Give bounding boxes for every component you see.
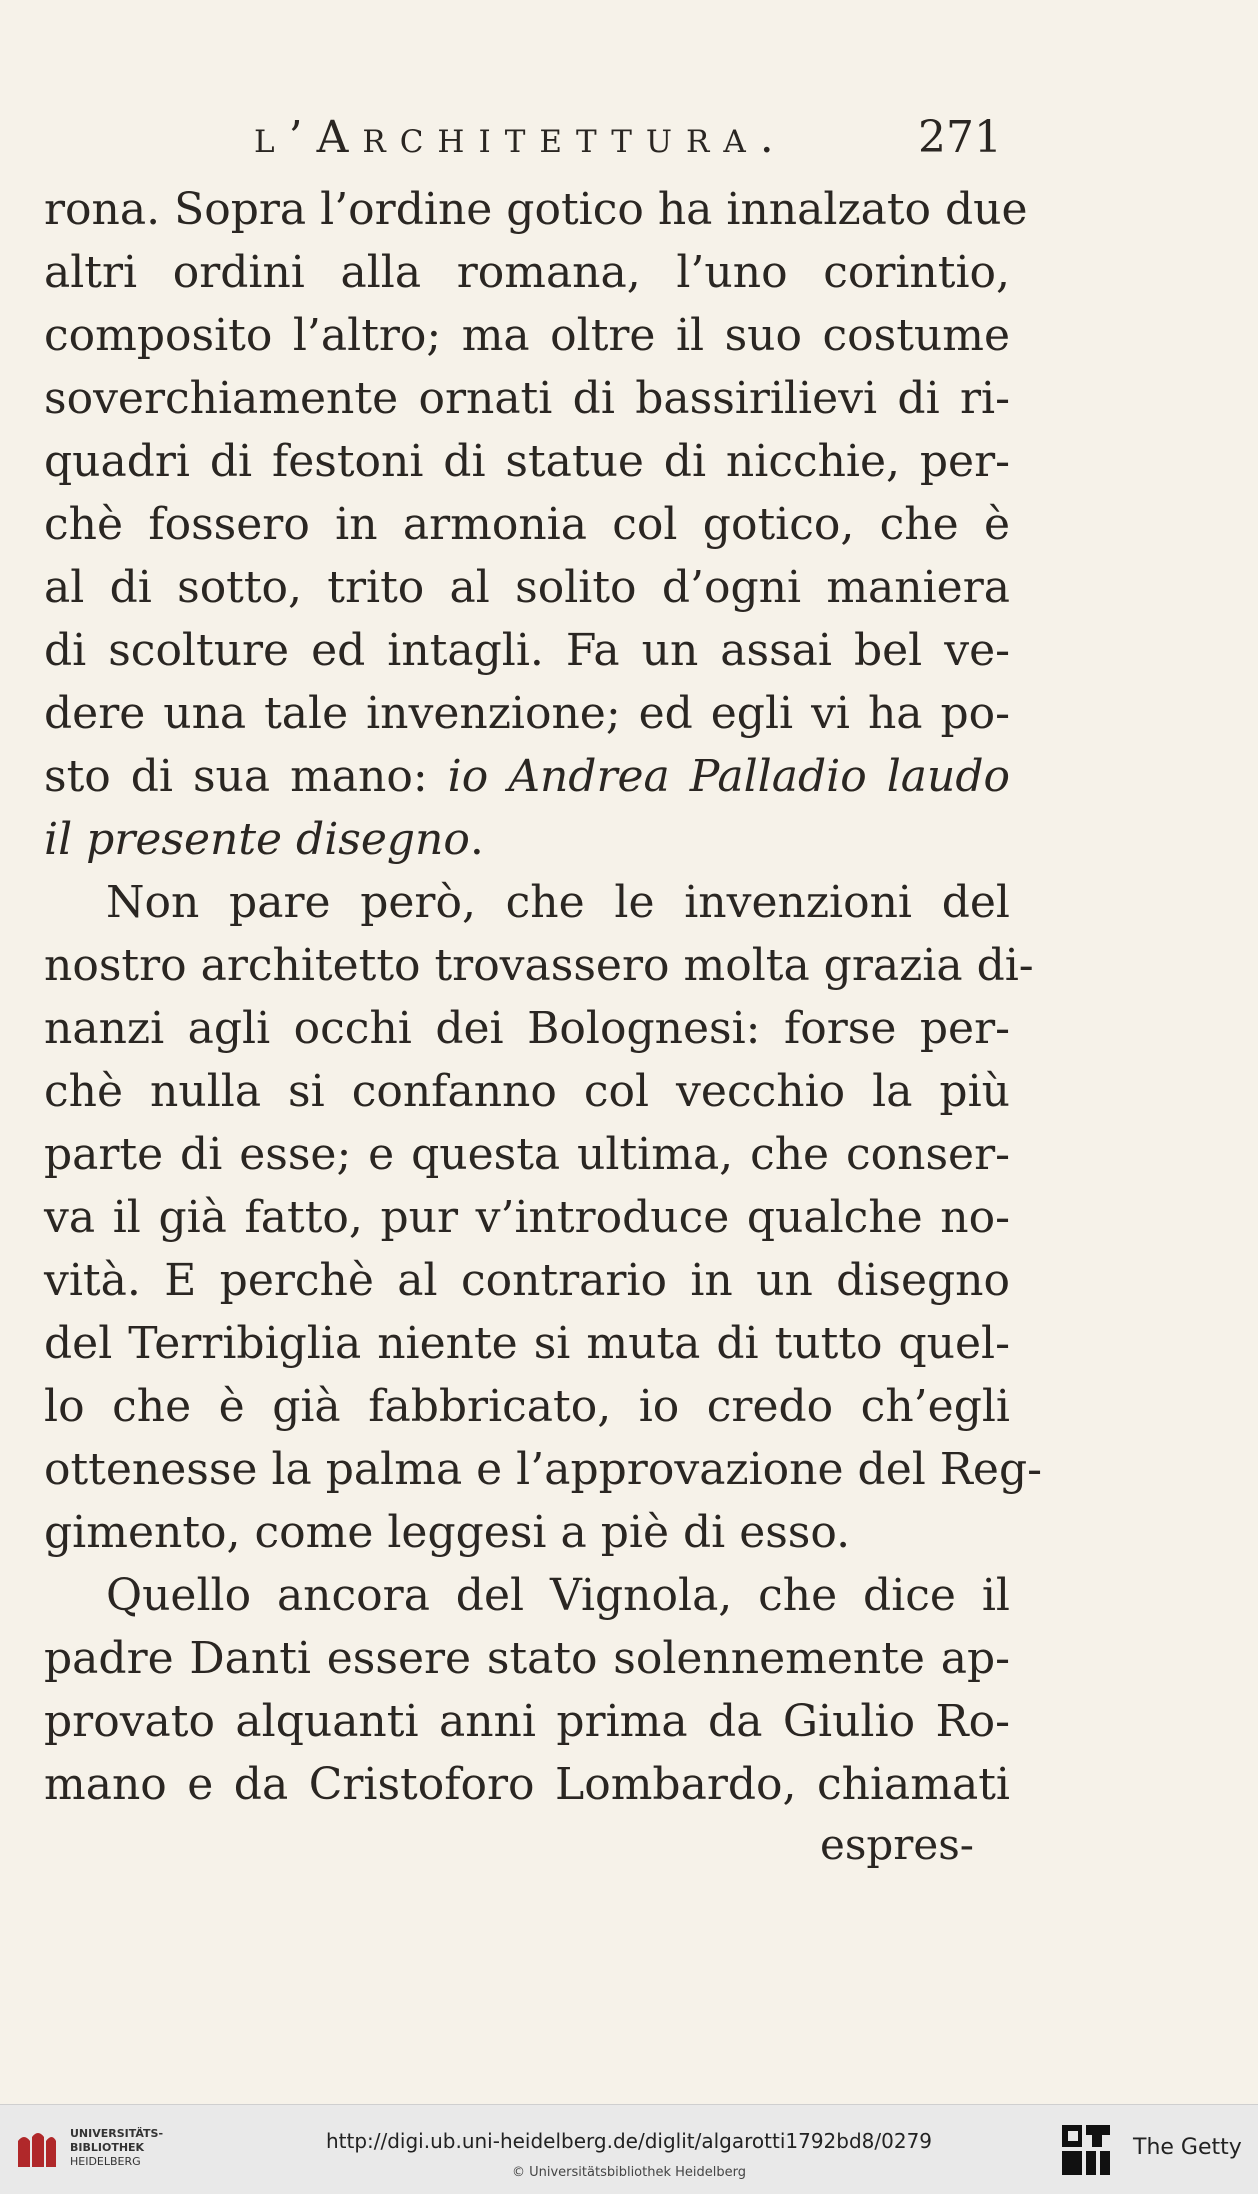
text-plain: . bbox=[469, 814, 484, 865]
text-line: va il già fatto, pur v’introduce qualche no- bbox=[44, 1192, 1010, 1243]
text-line: parte di esse; e questa ultima, che conser- bbox=[44, 1129, 1010, 1180]
text-line: rona. Sopra l’ordine gotico ha innalzato due bbox=[44, 184, 1028, 235]
text-line: dere una tale invenzione; ed egli vi ha po- bbox=[44, 688, 1010, 739]
library-line: UNIVERSITÄTS- bbox=[70, 2127, 164, 2140]
text-line: nanzi agli occhi dei Bolognesi: forse per- bbox=[44, 1003, 1010, 1054]
text-line: del Terribiglia niente si muta di tutto quel- bbox=[44, 1318, 1010, 1369]
getty-logo-icon bbox=[1060, 2123, 1112, 2177]
running-head bbox=[0, 112, 1258, 172]
text-line: quadri di festoni di statue di nicchie, per- bbox=[44, 436, 1010, 487]
text-line: chè nulla si confanno col vecchio la più bbox=[44, 1066, 1010, 1117]
text-line: vità. E perchè al contrario in un disegno bbox=[44, 1255, 1010, 1306]
text-line: composito l’altro; ma oltre il suo costume bbox=[44, 310, 1010, 361]
text-plain: sto di sua mano: bbox=[44, 751, 448, 802]
text-italic-quote: il presente disegno bbox=[44, 814, 470, 865]
paragraph-start-line: Non pare però, che le invenzioni del bbox=[106, 877, 1010, 928]
text-line: al di sotto, trito al solito d’ogni maniera bbox=[44, 562, 1010, 613]
text-line: chè fossero in armonia col gotico, che è bbox=[44, 499, 1010, 550]
text-line-mixed bbox=[44, 808, 1010, 871]
body-text bbox=[44, 178, 1042, 1816]
text-line: mano e da Cristoforo Lombardo, chiamati bbox=[44, 1759, 1010, 1810]
text-line: padre Danti essere stato solennemente ap- bbox=[44, 1633, 1010, 1684]
text-line: nostro architetto trovassero molta grazia di- bbox=[44, 940, 1034, 991]
permalink-url[interactable]: http://digi.ub.uni-heidelberg.de/diglit/algarotti1792bd8/0279 bbox=[325, 2129, 933, 2153]
text-line: di scolture ed intagli. Fa un assai bel ve- bbox=[44, 625, 1010, 676]
copyright-notice: © Universitätsbibliothek Heidelberg bbox=[511, 2165, 746, 2180]
text-line: ottenesse la palma e l’approvazione del Reg- bbox=[44, 1444, 1042, 1495]
text-line: gimento, come leggesi a piè di esso. bbox=[44, 1507, 851, 1558]
library-line: BIBLIOTHEK bbox=[70, 2141, 145, 2154]
text-line: provato alquanti anni prima da Giulio Ro- bbox=[44, 1696, 1010, 1747]
viewer-footer bbox=[0, 2104, 1258, 2194]
text-line-mixed bbox=[44, 745, 1010, 808]
text-italic-quote: io Andrea Palladio laudo bbox=[447, 751, 1010, 802]
page-number: 271 bbox=[918, 112, 1002, 163]
text-line: soverchiamente ornati di bassirilievi di ri- bbox=[44, 373, 1010, 424]
library-line: HEIDELBERG bbox=[70, 2155, 141, 2168]
text-line: lo che è già fabbricato, io credo ch’egli bbox=[44, 1381, 1010, 1432]
text-line: altri ordini alla romana, l’uno corintio, bbox=[44, 247, 1010, 298]
paragraph-start-line: Quello ancora del Vignola, che dice il bbox=[106, 1570, 1010, 1621]
getty-label: The Getty bbox=[1133, 2135, 1242, 2160]
catchword: espres- bbox=[820, 1820, 974, 1869]
running-head-title: l’Architettura. bbox=[254, 112, 788, 163]
